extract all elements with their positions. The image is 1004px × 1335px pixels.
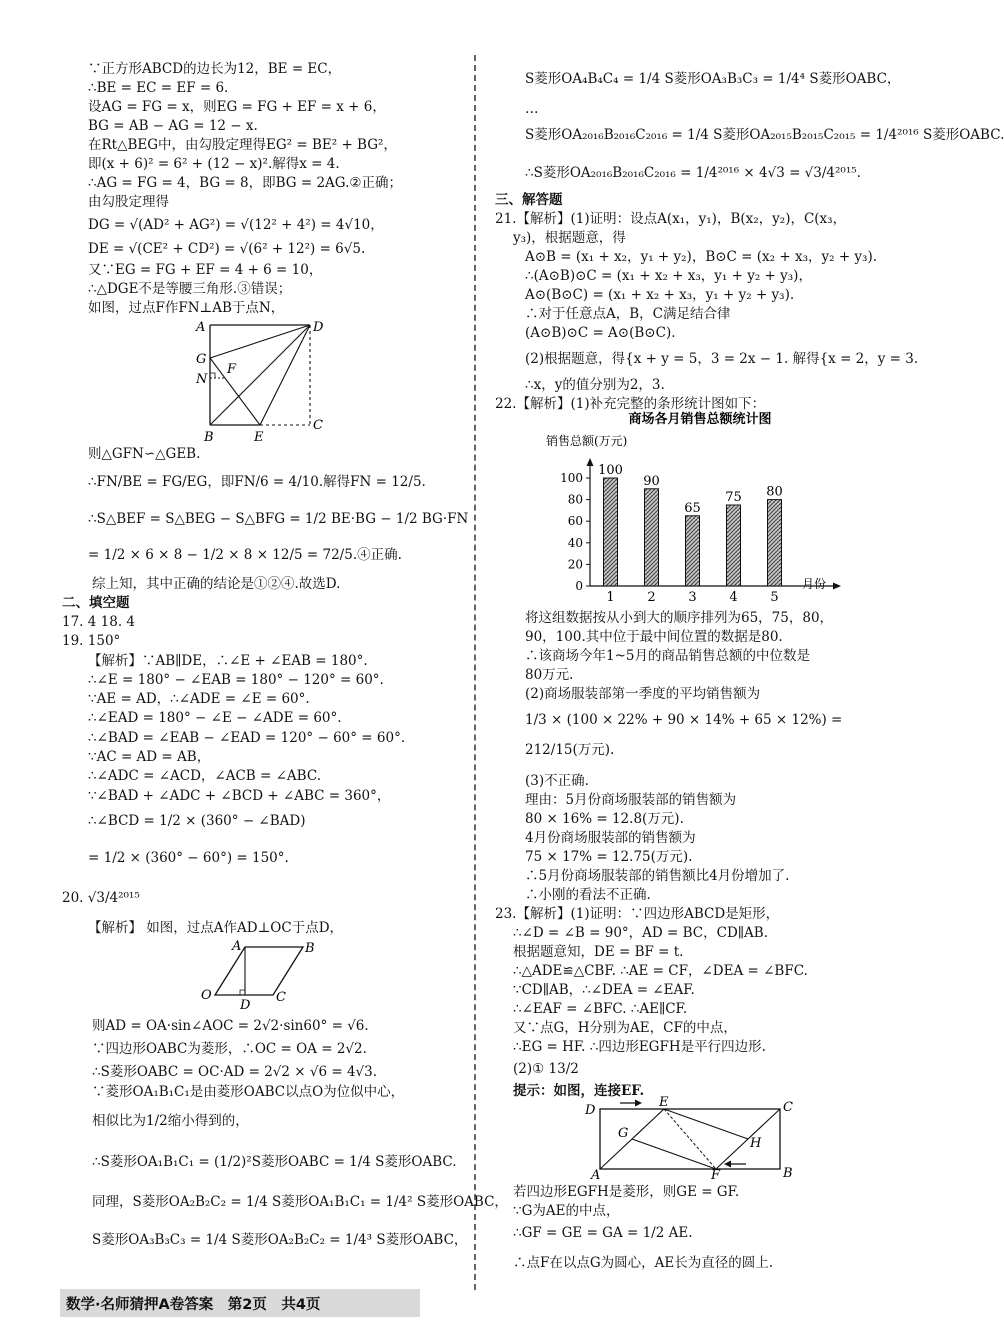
text-line: ∴EG = HF. ∴四边形EGFH是平行四边形. — [513, 1039, 766, 1055]
text-line: 根据题意知，DE = BF = t. — [513, 944, 684, 960]
text-line: ∴∠ADC = ∠ACD，∠ACB = ∠ABC. — [88, 768, 321, 784]
text-line: (3)不正确. — [525, 773, 589, 789]
arrow-left-head — [724, 1161, 731, 1168]
square-figure — [190, 315, 340, 445]
line-gf — [632, 1139, 716, 1169]
bar-value-label: 90 — [643, 473, 660, 489]
text-line: A⊙B = (x₁ + x₂，y₁ + y₂)，B⊙C = (x₂ + x₃，y₂ + y₃). — [525, 249, 878, 265]
sales-bar-chart — [540, 408, 860, 608]
rectangle-figure — [580, 1095, 810, 1183]
text-line: 21.【解析】(1)证明：设点A(x₁，y₁)，B(x₂，y₂)，C(x₃， — [495, 211, 847, 227]
text-line: A⊙(B⊙C) = (x₁ + x₂ + x₃，y₁ + y₂ + y₃). — [525, 287, 795, 303]
bar-month-5 — [768, 500, 782, 586]
label-c: C — [276, 990, 286, 1005]
text-line: ∴∠D = ∠B = 90°，AD = BC，CD∥AB. — [513, 925, 768, 941]
section-heading: 二、填空题 — [62, 595, 130, 611]
y-tick-label: 0 — [575, 579, 583, 593]
text-line: DE = √(CE² + CD²) = √(6² + 12²) = 6√5. — [88, 241, 366, 257]
label-f: F — [711, 1168, 721, 1183]
text-line: 【解析】 如图，过点A作AD⊥OC于点D， — [88, 920, 344, 936]
text-line: (2)商场服装部第一季度的平均销售额为 — [525, 686, 761, 702]
section-heading: 三、解答题 — [495, 192, 563, 208]
right-angle-mark — [240, 990, 245, 995]
text-line: ∴GF = GE = GA = 1/2 AE. — [513, 1225, 693, 1241]
text-line: (A⊙B)⊙C = A⊙(B⊙C). — [525, 325, 676, 341]
label-g: G — [196, 352, 207, 367]
bar-month-3 — [686, 516, 700, 586]
y-tick-label: 80 — [567, 492, 583, 507]
text-line: ∴AG = FG = 4，BG = 8，即BG = 2AG.②正确； — [88, 175, 402, 191]
text-line: 80万元. — [525, 667, 574, 683]
text-line: 综上知，其中正确的结论是①②④.故选D. — [92, 576, 341, 592]
text-line: ∴BE = EC = EF = 6. — [88, 80, 229, 96]
text-line: 相似比为1/2缩小得到的， — [92, 1113, 249, 1129]
x-tick-label: 4 — [729, 590, 738, 605]
text-line: ∴5月份商场服装部的销售额比4月份增加了. — [525, 868, 790, 884]
rhombus-oabc — [215, 947, 303, 995]
text-line: DG = √(AD² + AG²) = √(12² + 4²) = 4√10， — [88, 217, 384, 233]
label-d: D — [313, 320, 324, 335]
text-line: ∴∠E = 180° − ∠EAB = 180° − 120° = 60°. — [88, 672, 384, 688]
label-c: C — [313, 418, 323, 433]
bar-value-label: 80 — [766, 484, 783, 500]
line-eh — [664, 1109, 748, 1139]
x-tick-label: 1 — [606, 590, 615, 605]
line-bd — [210, 325, 310, 425]
text-line: 由勾股定理得 — [88, 194, 169, 210]
text-line: 【解析】∵AB∥DE，∴∠E + ∠EAB = 180°. — [88, 653, 368, 669]
text-line: 23.【解析】(1)证明：∵四边形ABCD是矩形， — [495, 906, 780, 922]
label-a: A — [232, 939, 242, 954]
footer-text: 数学·名师猜押A卷答案 第2页 共4页 — [66, 1297, 321, 1313]
label-e: E — [659, 1095, 669, 1110]
x-tick-label: 5 — [770, 590, 779, 605]
rhombus-figure — [195, 935, 330, 1013]
bar-value-label: 75 — [725, 490, 742, 505]
label-d: D — [240, 998, 251, 1013]
text-line: 4月份商场服装部的销售额为 — [525, 830, 696, 846]
text-line: ∵AC = AD = AB， — [88, 749, 211, 765]
text-line: ∵AE = AD，∴∠ADE = ∠E = 60°. — [88, 691, 310, 707]
text-line: ∴S菱形OA₂₀₁₆B₂₀₁₆C₂₀₁₆ = 1/4²⁰¹⁶ × 4√3 = √3/4²⁰¹⁵. — [525, 165, 861, 181]
text-line: 理由：5月份商场服装部的销售额为 — [525, 792, 737, 808]
column-divider — [474, 55, 476, 1290]
y-axis-arrow — [587, 458, 594, 466]
text-line: ∵菱形OA₁B₁C₁是由菱形OABC以点O为位似中心， — [92, 1084, 405, 1100]
text-line: ∴△DGE不是等腰三角形.③错误； — [88, 281, 292, 297]
text-line: 同理，S菱形OA₂B₂C₂ = 1/4 S菱形OA₁B₁C₁ = 1/4² S菱形OABC， — [92, 1194, 508, 1210]
label-b: B — [204, 430, 214, 445]
text-line: 75 × 17% = 12.75(万元). — [525, 849, 693, 865]
text-line: ∴S△BEF = S△BEG − S△BFG = 1/2 BE·BG − 1/2 BG·FN — [88, 511, 469, 527]
y-tick-label: 40 — [567, 535, 583, 550]
text-line: y₃)，根据题意，得 — [513, 230, 626, 246]
arrow-right-head — [635, 1100, 642, 1107]
text-line: (2)根据题意，得{x + y = 5，3 = 2x − 1. 解得{x = 2，y = 3. — [525, 351, 919, 367]
label-n: N — [196, 372, 208, 387]
label-g: G — [618, 1126, 629, 1141]
line-ed — [260, 325, 310, 425]
text-line: ∴∠BAD = ∠EAB − ∠EAD = 120° − 60° = 60°. — [88, 730, 406, 746]
text-line: 即(x + 6)² = 6² + (12 − x)².解得x = 4. — [88, 156, 340, 172]
text-line: 则AD = OA·sin∠AOC = 2√2·sin60° = √6. — [92, 1018, 369, 1034]
text-line: 则△GFN∽△GEB. — [88, 446, 201, 462]
right-angle-mark — [210, 373, 215, 378]
text-line: 又∵点G，H分别为AE，CF的中点， — [513, 1020, 737, 1036]
text-line: 在Rt△BEG中，由勾股定理得EG² = BE² + BG²， — [88, 137, 397, 153]
y-tick-label: 20 — [567, 557, 583, 572]
label-h: H — [750, 1136, 762, 1151]
text-line: S菱形OA₃B₃C₃ = 1/4 S菱形OA₂B₂C₂ = 1/4³ S菱形OABC， — [92, 1232, 468, 1248]
text-line: ∴x，y的值分别为2，3. — [525, 377, 665, 393]
x-tick-label: 2 — [647, 590, 656, 605]
text-line: (2)① 13/2 — [513, 1061, 579, 1077]
label-c: C — [783, 1100, 793, 1115]
text-line: = 1/2 × 6 × 8 − 1/2 × 8 × 12/5 = 72/5.④正确. — [88, 547, 402, 563]
text-line: ∴S菱形OABC = OC·AD = 2√2 × √6 = 4√3. — [92, 1064, 378, 1080]
text-line: ∴∠EAF = ∠BFC. ∴AE∥CF. — [513, 1001, 688, 1017]
text-line: 80 × 16% = 12.8(万元). — [525, 811, 684, 827]
label-a: A — [196, 320, 206, 335]
label-o: O — [201, 988, 212, 1003]
y-tick-label: 100 — [560, 471, 583, 485]
bar-month-1 — [604, 478, 618, 586]
text-line: ∵G为AE的中点， — [513, 1203, 620, 1219]
label-e: E — [254, 430, 264, 445]
bar-value-label: 100 — [598, 463, 623, 478]
text-line: 又∵EG = FG + EF = 4 + 6 = 10， — [88, 262, 323, 278]
text-line: ∵四边形OABC为菱形，∴OC = OA = 2√2. — [92, 1041, 367, 1057]
text-line: S菱形OA₂₀₁₆B₂₀₁₆C₂₀₁₆ = 1/4 S菱形OA₂₀₁₅B₂₀₁₅C₂₀₁₅ = 1/4²⁰¹⁶ S菱形OABC. — [525, 127, 1004, 143]
text-line: 将这组数据按从小到大的顺序排列为65，75，80， — [525, 610, 834, 626]
line-gd — [210, 325, 310, 358]
text-line: ∴FN/BE = FG/EG，即FN/6 = 4/10.解得FN = 12/5. — [88, 474, 426, 490]
text-line: 19. 150° — [62, 633, 121, 649]
x-tick-label: 3 — [688, 590, 697, 605]
text-line: 设AG = FG = x，则EG = FG + EF = x + 6， — [88, 99, 386, 115]
text-line: 212/15(万元). — [525, 742, 615, 758]
hint-line: 提示：如图，连接EF. — [513, 1083, 645, 1099]
text-line: 17. 4 18. 4 — [62, 614, 135, 630]
text-line: ∴对于任意点A，B，C满足结合律 — [525, 306, 731, 322]
text-line: ∴该商场今年1~5月的商品销售总额的中位数是 — [525, 648, 810, 664]
text-line: ∵CD∥AB，∴∠DEA = ∠EAF. — [513, 982, 695, 998]
label-f: F — [227, 362, 237, 377]
text-line: ∴点F在以点G为圆心，AE长为直径的圆上. — [513, 1255, 774, 1271]
text-line: = 1/2 × (360° − 60°) = 150°. — [88, 850, 289, 866]
chart-title: 商场各月销售总额统计图 — [628, 412, 772, 427]
chart-marks — [560, 458, 841, 605]
text-line: ∵正方形ABCD的边长为12，BE = EC， — [88, 61, 342, 77]
text-line: ∴S菱形OA₁B₁C₁ = (1/2)²S菱形OABC = 1/4 S菱形OABC. — [92, 1154, 457, 1170]
bar-month-2 — [645, 489, 659, 586]
label-b: B — [783, 1166, 793, 1181]
text-line: 如图，过点F作FN⊥AB于点N， — [88, 300, 285, 316]
text-line: S菱形OA₄B₄C₄ = 1/4 S菱形OA₃B₃C₃ = 1/4⁴ S菱形OABC， — [525, 71, 901, 87]
text-line: 若四边形EGFH是菱形，则GE = GF. — [513, 1184, 740, 1200]
text-line: ∴(A⊙B)⊙C = (x₁ + x₂ + x₃，y₁ + y₂ + y₃)， — [525, 268, 812, 284]
x-axis-arrow — [833, 583, 841, 590]
label-d: D — [585, 1103, 596, 1118]
text-line: … — [525, 101, 539, 117]
text-line: 22.【解析】(1)补充完整的条形统计图如下： — [495, 396, 766, 412]
text-line: ∵∠BAD + ∠ADC + ∠BCD + ∠ABC = 360°， — [88, 788, 391, 804]
bar-value-label: 65 — [684, 500, 701, 516]
text-line: 20. √3/4²⁰¹⁵ — [62, 890, 140, 906]
text-line: ∴△ADE≌△CBF. ∴AE = CF，∠DEA = ∠BFC. — [513, 963, 808, 979]
label-a: A — [591, 1168, 601, 1183]
x-axis-label: 月份 — [802, 577, 827, 591]
text-line: ∴∠EAD = 180° − ∠E − ∠ADE = 60°. — [88, 710, 342, 726]
bar-month-4 — [727, 505, 741, 586]
y-axis-label: 销售总额(万元) — [546, 434, 628, 448]
y-tick-label: 60 — [567, 514, 583, 529]
text-line: BG = AB − AG = 12 − x. — [88, 118, 258, 134]
label-b: B — [305, 941, 315, 956]
text-line: ∴小刚的看法不正确. — [525, 887, 651, 903]
text-line: ∴∠BCD = 1/2 × (360° − ∠BAD) — [88, 813, 306, 829]
text-line: 90，100.其中位于最中间位置的数据是80. — [525, 629, 783, 645]
text-line: 1/3 × (100 × 22% + 90 × 14% + 65 × 12%) = — [525, 712, 843, 728]
page-footer — [60, 1289, 420, 1317]
